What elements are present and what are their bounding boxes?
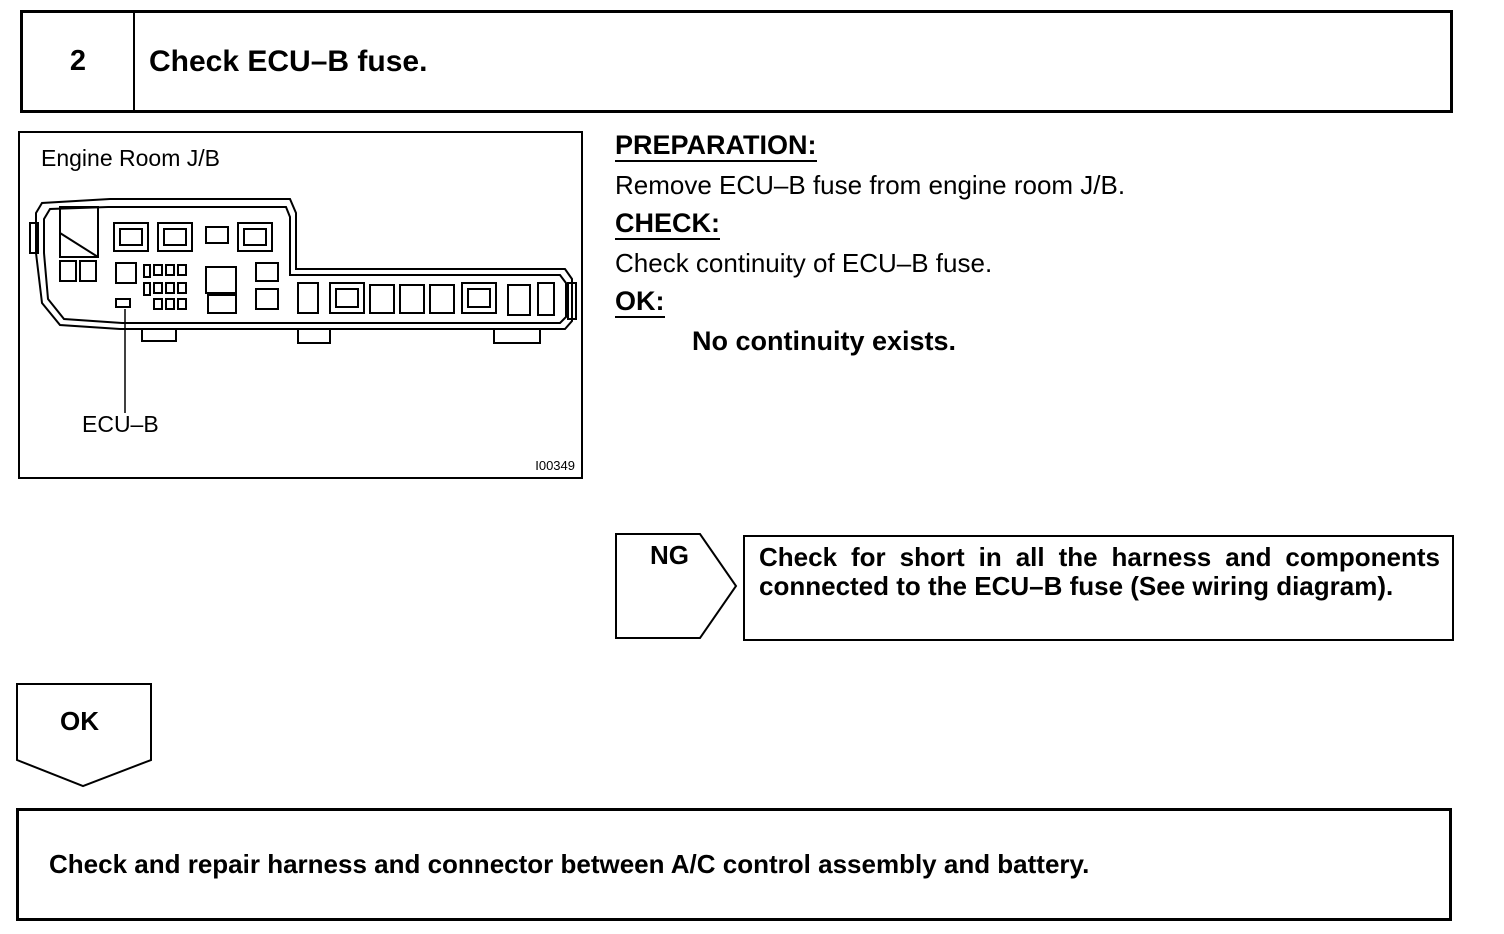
ng-label: NG <box>650 540 689 570</box>
ng-action-box: Check for short in all the harness and components connected to the ECU–B fuse (See wiring diagram). <box>743 535 1454 641</box>
figure-code: I00349 <box>535 458 575 473</box>
step-number: 2 <box>23 13 135 110</box>
preparation-text: Remove ECU–B fuse from engine room J/B. <box>615 170 1126 200</box>
step-title: Check ECU–B fuse. <box>149 44 428 78</box>
step-header <box>20 10 1453 113</box>
preparation-heading: PREPARATION: <box>615 130 817 160</box>
ok-action-box <box>16 808 1452 921</box>
check-heading: CHECK: <box>615 208 720 238</box>
ecu-b-callout: ECU–B <box>82 411 159 437</box>
ok-label: OK <box>60 706 99 736</box>
check-text: Check continuity of ECU–B fuse. <box>615 248 993 278</box>
junction-block-illustration <box>18 131 583 479</box>
ok-heading: OK: <box>615 286 665 316</box>
ok-condition-text: No continuity exists. <box>692 326 957 356</box>
ok-action-text: Check and repair harness and connector between A/C control assembly and battery. <box>49 849 1090 879</box>
figure-caption: Engine Room J/B <box>41 145 220 171</box>
